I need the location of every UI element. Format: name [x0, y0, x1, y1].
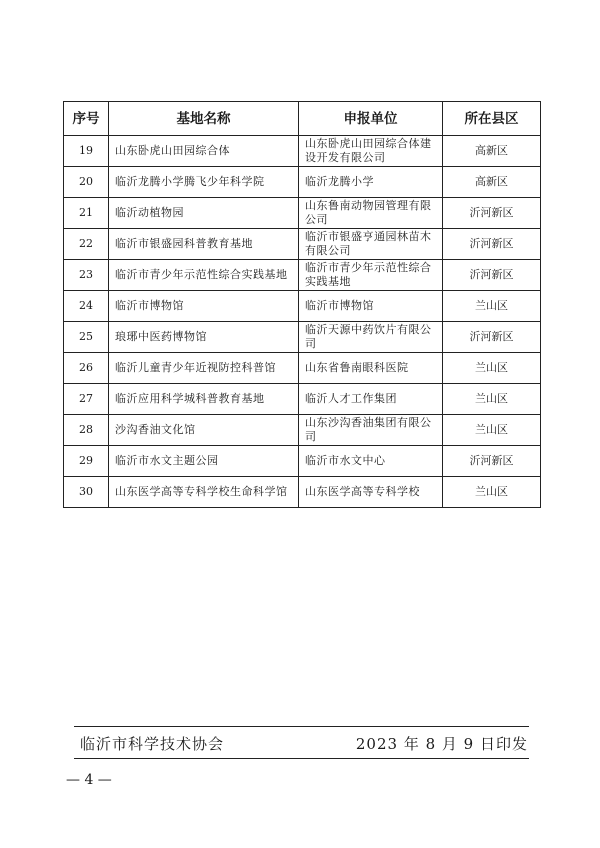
row-base-name: 临沂龙腾小学腾飞少年科学院: [109, 167, 299, 198]
row-applicant: 山东卧虎山田园综合体建设开发有限公司: [299, 136, 443, 167]
row-base-name: 临沂市青少年示范性综合实践基地: [109, 260, 299, 291]
row-base-name: 临沂儿童青少年近视防控科普馆: [109, 353, 299, 384]
row-serial: 21: [64, 198, 109, 229]
row-district: 沂河新区: [443, 260, 541, 291]
row-base-name: 临沂市银盛园科普教育基地: [109, 229, 299, 260]
row-base-name: 临沂动植物园: [109, 198, 299, 229]
row-district: 高新区: [443, 167, 541, 198]
base-list-table: [63, 101, 541, 508]
row-district: 兰山区: [443, 353, 541, 384]
header-applicant: 申报单位: [299, 102, 443, 136]
row-serial: 27: [64, 384, 109, 415]
row-serial: 26: [64, 353, 109, 384]
row-district: 沂河新区: [443, 229, 541, 260]
table-row: [64, 167, 541, 198]
row-applicant: 临沂人才工作集团: [299, 384, 443, 415]
table-row: [64, 446, 541, 477]
row-applicant: 临沂市水文中心: [299, 446, 443, 477]
row-base-name: 临沂应用科学城科普教育基地: [109, 384, 299, 415]
row-applicant: 临沂市银盛亨通园林苗木有限公司: [299, 229, 443, 260]
table-row: [64, 229, 541, 260]
table-header-row: [64, 102, 541, 136]
table-row: [64, 384, 541, 415]
row-district: 兰山区: [443, 291, 541, 322]
row-district: 高新区: [443, 136, 541, 167]
row-base-name: 临沂市水文主题公园: [109, 446, 299, 477]
table-body: [64, 136, 541, 508]
table-row: [64, 198, 541, 229]
row-applicant: 山东省鲁南眼科医院: [299, 353, 443, 384]
row-base-name: 临沂市博物馆: [109, 291, 299, 322]
row-applicant: 山东沙沟香油集团有限公司: [299, 415, 443, 446]
row-applicant: 山东医学高等专科学校: [299, 477, 443, 508]
row-applicant: 临沂市博物馆: [299, 291, 443, 322]
row-district: 沂河新区: [443, 198, 541, 229]
table-row: [64, 353, 541, 384]
row-district: 沂河新区: [443, 322, 541, 353]
table-row: [64, 260, 541, 291]
footer-top-rule: [74, 726, 529, 727]
row-applicant: 山东鲁南动物园管理有限公司: [299, 198, 443, 229]
row-serial: 22: [64, 229, 109, 260]
table-row: [64, 477, 541, 508]
row-base-name: 山东医学高等专科学校生命科学馆: [109, 477, 299, 508]
row-serial: 19: [64, 136, 109, 167]
table-row: [64, 415, 541, 446]
footer-organization: 临沂市科学技术协会: [80, 735, 225, 753]
row-base-name: 琅琊中医药博物馆: [109, 322, 299, 353]
row-base-name: 沙沟香油文化馆: [109, 415, 299, 446]
table-row: [64, 291, 541, 322]
row-serial: 30: [64, 477, 109, 508]
row-serial: 24: [64, 291, 109, 322]
page-number: — 4 —: [66, 772, 112, 788]
header-base-name: 基地名称: [109, 102, 299, 136]
row-district: 兰山区: [443, 384, 541, 415]
row-serial: 20: [64, 167, 109, 198]
row-base-name: 山东卧虎山田园综合体: [109, 136, 299, 167]
row-district: 沂河新区: [443, 446, 541, 477]
row-district: 兰山区: [443, 415, 541, 446]
footer-issue-date: 2023 年 8 月 9 日印发: [355, 735, 528, 753]
header-district: 所在县区: [443, 102, 541, 136]
row-serial: 23: [64, 260, 109, 291]
row-serial: 29: [64, 446, 109, 477]
row-district: 兰山区: [443, 477, 541, 508]
row-applicant: 临沂龙腾小学: [299, 167, 443, 198]
table-row: [64, 136, 541, 167]
row-applicant: 临沂天源中药饮片有限公司: [299, 322, 443, 353]
row-applicant: 临沂市青少年示范性综合实践基地: [299, 260, 443, 291]
table-row: [64, 322, 541, 353]
row-serial: 28: [64, 415, 109, 446]
header-serial: 序号: [64, 102, 109, 136]
row-serial: 25: [64, 322, 109, 353]
footer-bottom-rule: [74, 758, 529, 759]
